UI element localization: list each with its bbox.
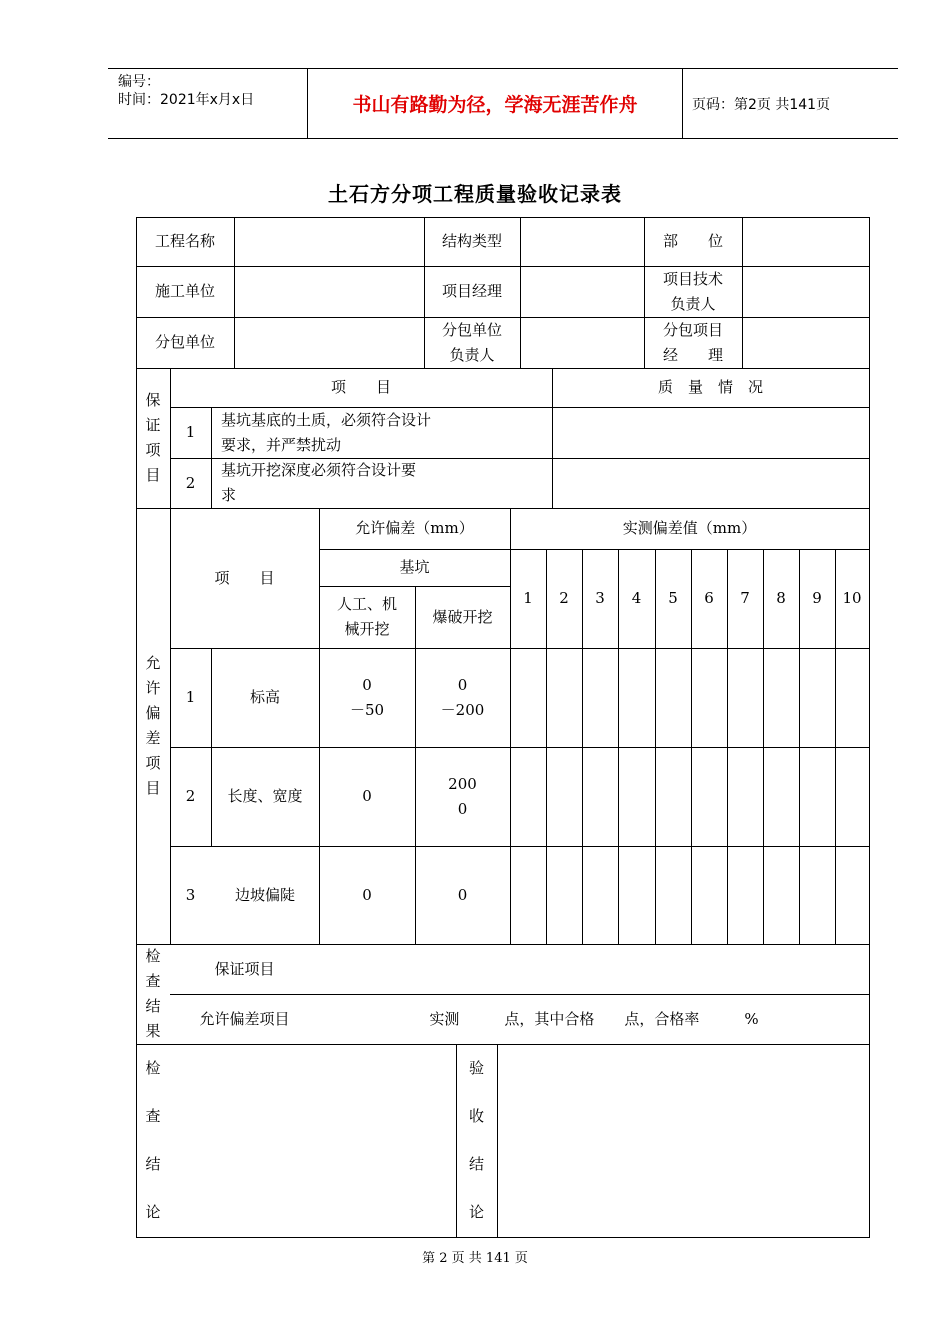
time-label: 时间：2021年x月x日 — [118, 92, 255, 108]
check-tolerance-stats: 实测 点，其中合格 点，合格率 % — [429, 1009, 759, 1028]
measured-value-cell[interactable] — [727, 648, 763, 747]
label-part: 部 位 — [662, 232, 723, 250]
measured-value-cell[interactable] — [835, 747, 869, 846]
blast-value: 0 — [457, 675, 468, 694]
measured-value-cell[interactable] — [763, 648, 799, 747]
measured-deviation-header: 实测偏差值（mm） — [622, 519, 757, 537]
measured-value-cell[interactable] — [655, 846, 691, 944]
manual-excavation-header: 人工、机 械开挖 — [336, 595, 397, 638]
tolerance-row-name: 标高 — [249, 688, 280, 706]
guarantee-side-label: 保 证 项 目 — [145, 391, 161, 484]
tech-lead-line2: 负责人 — [670, 294, 716, 313]
check-side-label: 检 查 结 果 — [145, 947, 161, 1040]
value-structure-type[interactable] — [520, 217, 644, 266]
value-part[interactable] — [742, 217, 869, 266]
label-subcontractor: 分包单位 — [154, 333, 215, 351]
measured-value-cell[interactable] — [582, 846, 618, 944]
sub-manager-line1: 分包项目 — [662, 320, 723, 339]
measured-value-cell[interactable] — [510, 648, 546, 747]
label-project-manager: 项目经理 — [441, 282, 502, 300]
tolerance-row-no: 3 — [185, 885, 196, 904]
label-sub-manager — [644, 317, 742, 368]
measured-value-cell[interactable] — [691, 846, 727, 944]
label-tech-lead — [644, 266, 742, 317]
label-construction-unit: 施工单位 — [154, 282, 215, 300]
measured-value-cell[interactable] — [799, 747, 835, 846]
guarantee-item-no: 1 — [185, 423, 196, 441]
measured-value-cell[interactable] — [655, 747, 691, 846]
allow-deviation-header: 允许偏差（mm） — [355, 519, 474, 537]
measured-value-cell[interactable] — [582, 648, 618, 747]
manual-value: －50 — [349, 700, 385, 719]
sub-lead-line2: 负责人 — [449, 345, 495, 364]
manual-value: 0 — [362, 885, 372, 904]
guarantee-quality-value[interactable] — [552, 458, 869, 508]
measure-col-header: 8 — [776, 589, 786, 607]
measure-col-header: 1 — [523, 589, 533, 607]
acceptance-conclusion-value[interactable] — [497, 1044, 869, 1237]
tolerance-row-name: 长度、宽度 — [227, 787, 303, 805]
tolerance-row-manual — [319, 747, 415, 846]
measured-value-cell[interactable] — [691, 747, 727, 846]
guarantee-quality-header: 质 量 情 况 — [657, 378, 763, 396]
measured-value-cell[interactable] — [835, 846, 869, 944]
manual-value: 0 — [362, 675, 372, 694]
measured-value-cell[interactable] — [510, 846, 546, 944]
measure-col-header: 9 — [812, 589, 822, 607]
sub-manager-line2: 经 理 — [662, 345, 723, 364]
inspection-conclusion-value[interactable] — [170, 1044, 456, 1237]
guarantee-item-header: 项 目 — [330, 378, 391, 396]
tech-lead-line1: 项目技术 — [662, 269, 723, 288]
measured-value-cell[interactable] — [655, 648, 691, 747]
guarantee-quality-value[interactable] — [552, 407, 869, 458]
blast-value: 0 — [457, 799, 468, 818]
tolerance-row-no: 2 — [185, 787, 196, 805]
tolerance-row-manual — [319, 846, 415, 944]
tolerance-row-name: 边坡偏陡 — [234, 885, 295, 904]
header-page-info: 页码：第2页 共141页 — [692, 96, 831, 113]
guarantee-item-no: 2 — [185, 473, 196, 492]
tolerance-item-header: 项 目 — [214, 568, 275, 587]
measure-col-header: 5 — [668, 589, 678, 607]
tolerance-row-manual — [319, 648, 415, 747]
blast-value: 0 — [457, 885, 468, 904]
form-title: 土石方分项工程质量验收记录表 — [328, 182, 622, 206]
measure-col-header: 6 — [704, 589, 714, 607]
measure-col-header: 3 — [595, 589, 605, 607]
measured-value-cell[interactable] — [691, 648, 727, 747]
blast-value: －200 — [440, 700, 485, 719]
guarantee-item-text: 基坑开挖深度必须符合设计要 求 — [221, 461, 417, 504]
measured-value-cell[interactable] — [799, 648, 835, 747]
measure-col-header: 2 — [559, 589, 569, 607]
measured-value-cell[interactable] — [582, 747, 618, 846]
page-footer: 第 2 页 共 141 页 — [422, 1251, 528, 1266]
blast-excavation-header: 爆破开挖 — [432, 607, 493, 626]
tolerance-row-blast — [415, 648, 510, 747]
measure-col-header: 10 — [842, 589, 862, 607]
measured-value-cell[interactable] — [763, 747, 799, 846]
inspection-conclusion-label: 检 查 结 论 — [145, 1058, 161, 1222]
measured-value-cell[interactable] — [546, 747, 582, 846]
header-motto: 书山有路勤为径，学海无涯苦作舟 — [308, 69, 683, 138]
measured-value-cell[interactable] — [618, 648, 655, 747]
tolerance-row-blast — [415, 747, 510, 846]
measured-value-cell[interactable] — [618, 846, 655, 944]
blast-value: 200 — [448, 774, 477, 793]
check-guarantee-value[interactable] — [319, 944, 869, 994]
check-tolerance-item: 允许偏差项目 — [199, 1009, 290, 1028]
tolerance-side-label: 允 许 偏 差 项 目 — [145, 654, 161, 797]
label-structure-type: 结构类型 — [441, 232, 502, 250]
measured-value-cell[interactable] — [546, 846, 582, 944]
manual-value: 0 — [362, 787, 372, 805]
measured-value-cell[interactable] — [510, 747, 546, 846]
measured-value-cell[interactable] — [546, 648, 582, 747]
pit-header: 基坑 — [399, 558, 430, 576]
measured-value-cell[interactable] — [835, 648, 869, 747]
tolerance-row-blast — [415, 846, 510, 944]
measure-col-header: 4 — [631, 589, 642, 607]
measured-value-cell[interactable] — [763, 846, 799, 944]
value-project-name[interactable] — [234, 217, 424, 266]
sub-lead-line1: 分包单位 — [441, 320, 502, 339]
acceptance-conclusion-label: 验 收 结 论 — [468, 1058, 484, 1222]
label-sub-lead — [424, 317, 520, 368]
guarantee-item-text: 基坑基底的土质，必须符合设计 要求，并严禁扰动 — [221, 410, 432, 454]
measured-value-cell[interactable] — [727, 846, 763, 944]
label-project-name: 工程名称 — [154, 232, 215, 250]
code-label: 编号： — [118, 74, 160, 90]
measured-value-cell[interactable] — [727, 747, 763, 846]
measure-col-header: 7 — [740, 589, 750, 607]
measured-value-cell[interactable] — [618, 747, 655, 846]
check-guarantee-item: 保证项目 — [214, 959, 275, 978]
measured-value-cell[interactable] — [799, 846, 835, 944]
tolerance-row-no: 1 — [185, 688, 196, 706]
